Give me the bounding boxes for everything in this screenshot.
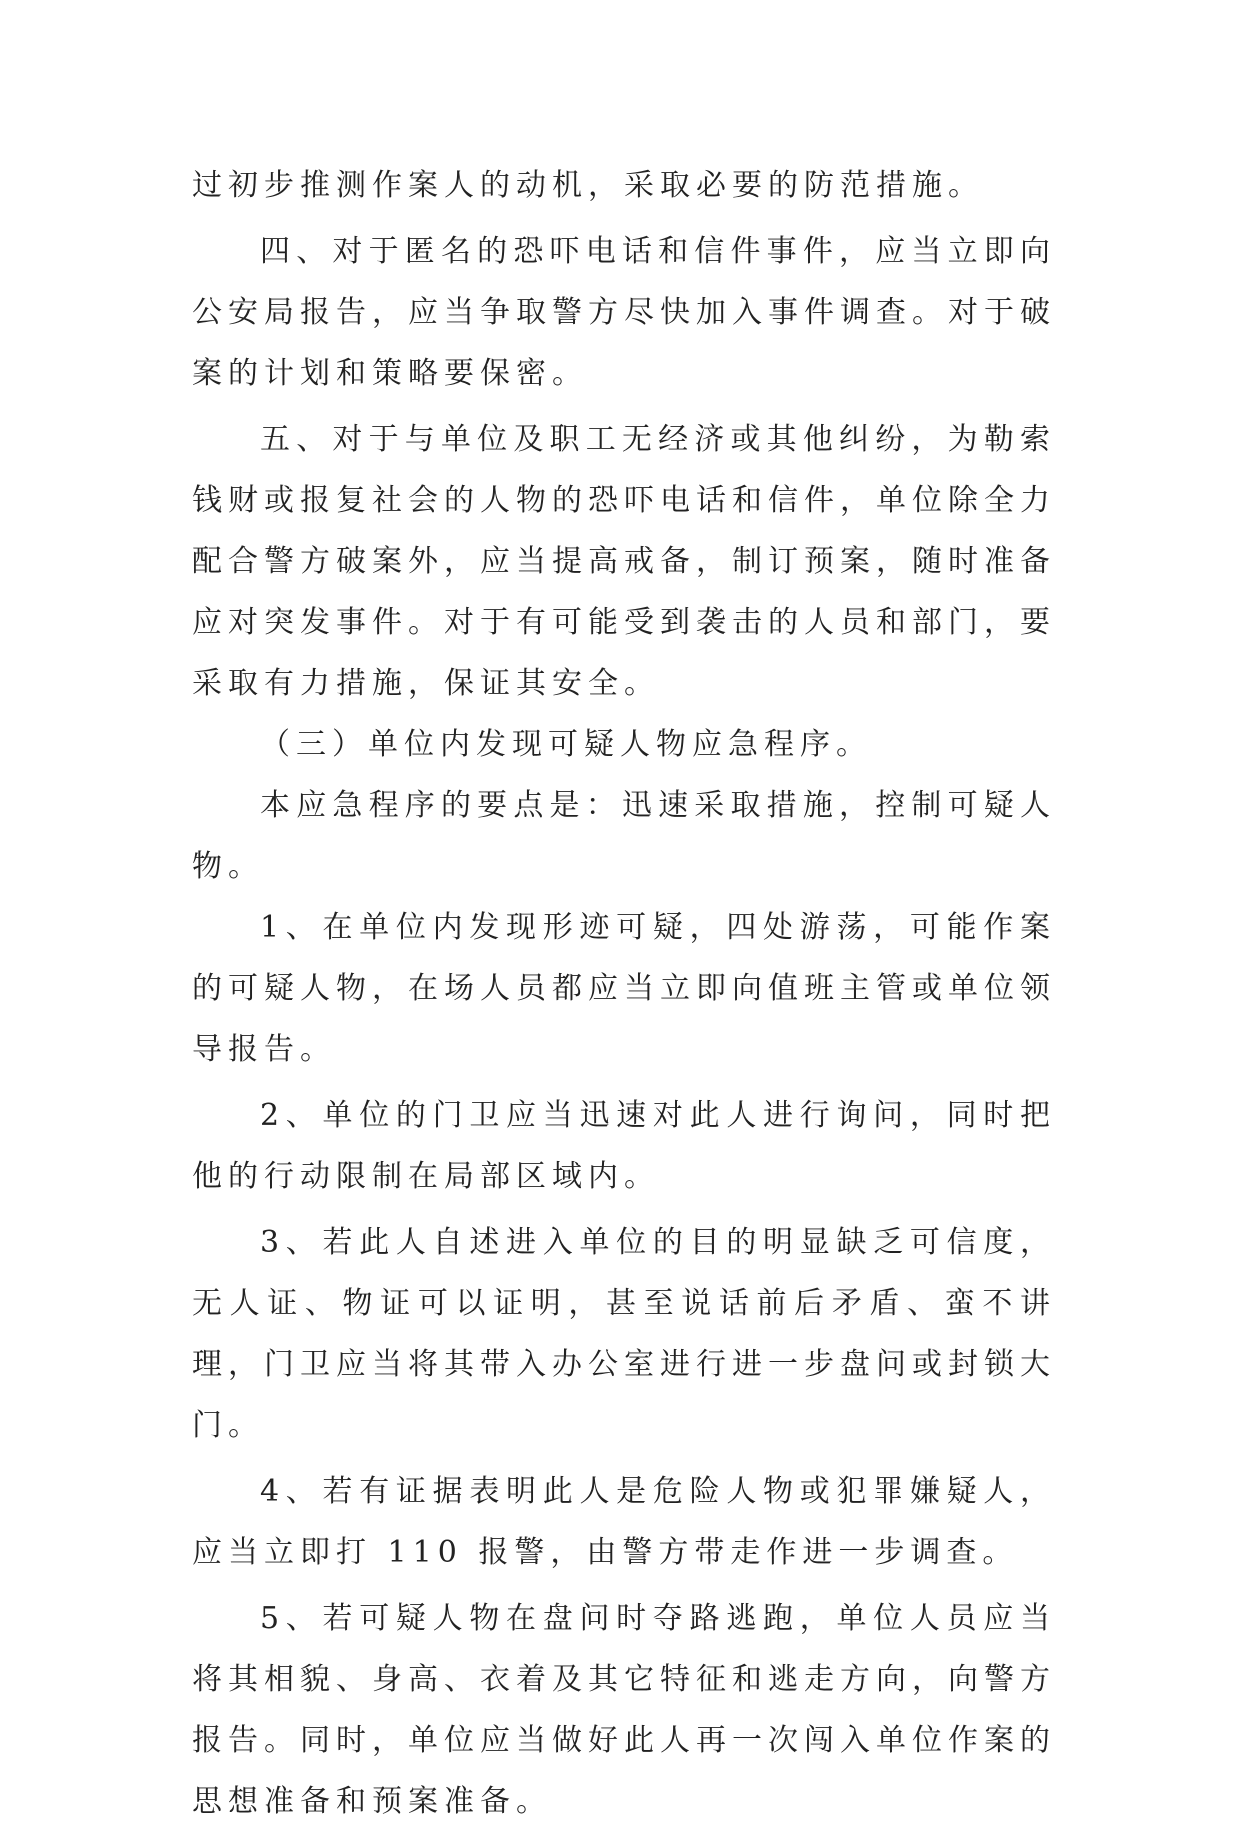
paragraph-step-5: 5、若可疑人物在盘问时夺路逃跑，单位人员应当将其相貌、身高、衣着及其它特征和逃走方向，向警方报告。同时，单位应当做好此人再一次闯入单位作案的思想准备和预案准备。 xyxy=(192,1601,1056,1819)
document-body xyxy=(192,155,1056,1832)
paragraph-item-five: 五、对于与单位及职工无经济或其他纠纷，为勒索钱财或报复社会的人物的恐吓电话和信件，单位除全力配合警方破案外，应当提高戒备，制订预案，随时准备应对突发事件。对于有可能受到袭击的人员和部门，要采取有力措施，保证其安全。 xyxy=(192,422,1056,701)
paragraph-step-4: 4、若有证据表明此人是危险人物或犯罪嫌疑人，应当立即打 110 报警，由警方带走作进一步调查。 xyxy=(192,1474,1056,1570)
paragraph-continuation: 过初步推测作案人的动机，采取必要的防范措施。 xyxy=(192,168,984,203)
paragraph-step-2: 2、单位的门卫应当迅速对此人进行询问，同时把他的行动限制在局部区域内。 xyxy=(192,1098,1056,1194)
paragraph-item-four: 四、对于匿名的恐吓电话和信件事件，应当立即向公安局报告，应当争取警方尽快加入事件调查。对于破案的计划和策略要保密。 xyxy=(192,234,1056,391)
section-heading-three: （三）单位内发现可疑人物应急程序。 xyxy=(260,727,872,762)
paragraph-step-3: 3、若此人自述进入单位的目的明显缺乏可信度，无人证、物证可以证明，甚至说话前后矛盾、蛮不讲理，门卫应当将其带入办公室进行进一步盘问或封锁大门。 xyxy=(192,1225,1056,1443)
paragraph-step-1: 1、在单位内发现形迹可疑，四处游荡，可能作案的可疑人物，在场人员都应当立即向值班主管或单位领导报告。 xyxy=(192,910,1056,1067)
paragraph-key-points: 本应急程序的要点是：迅速采取措施，控制可疑人物。 xyxy=(192,788,1056,884)
